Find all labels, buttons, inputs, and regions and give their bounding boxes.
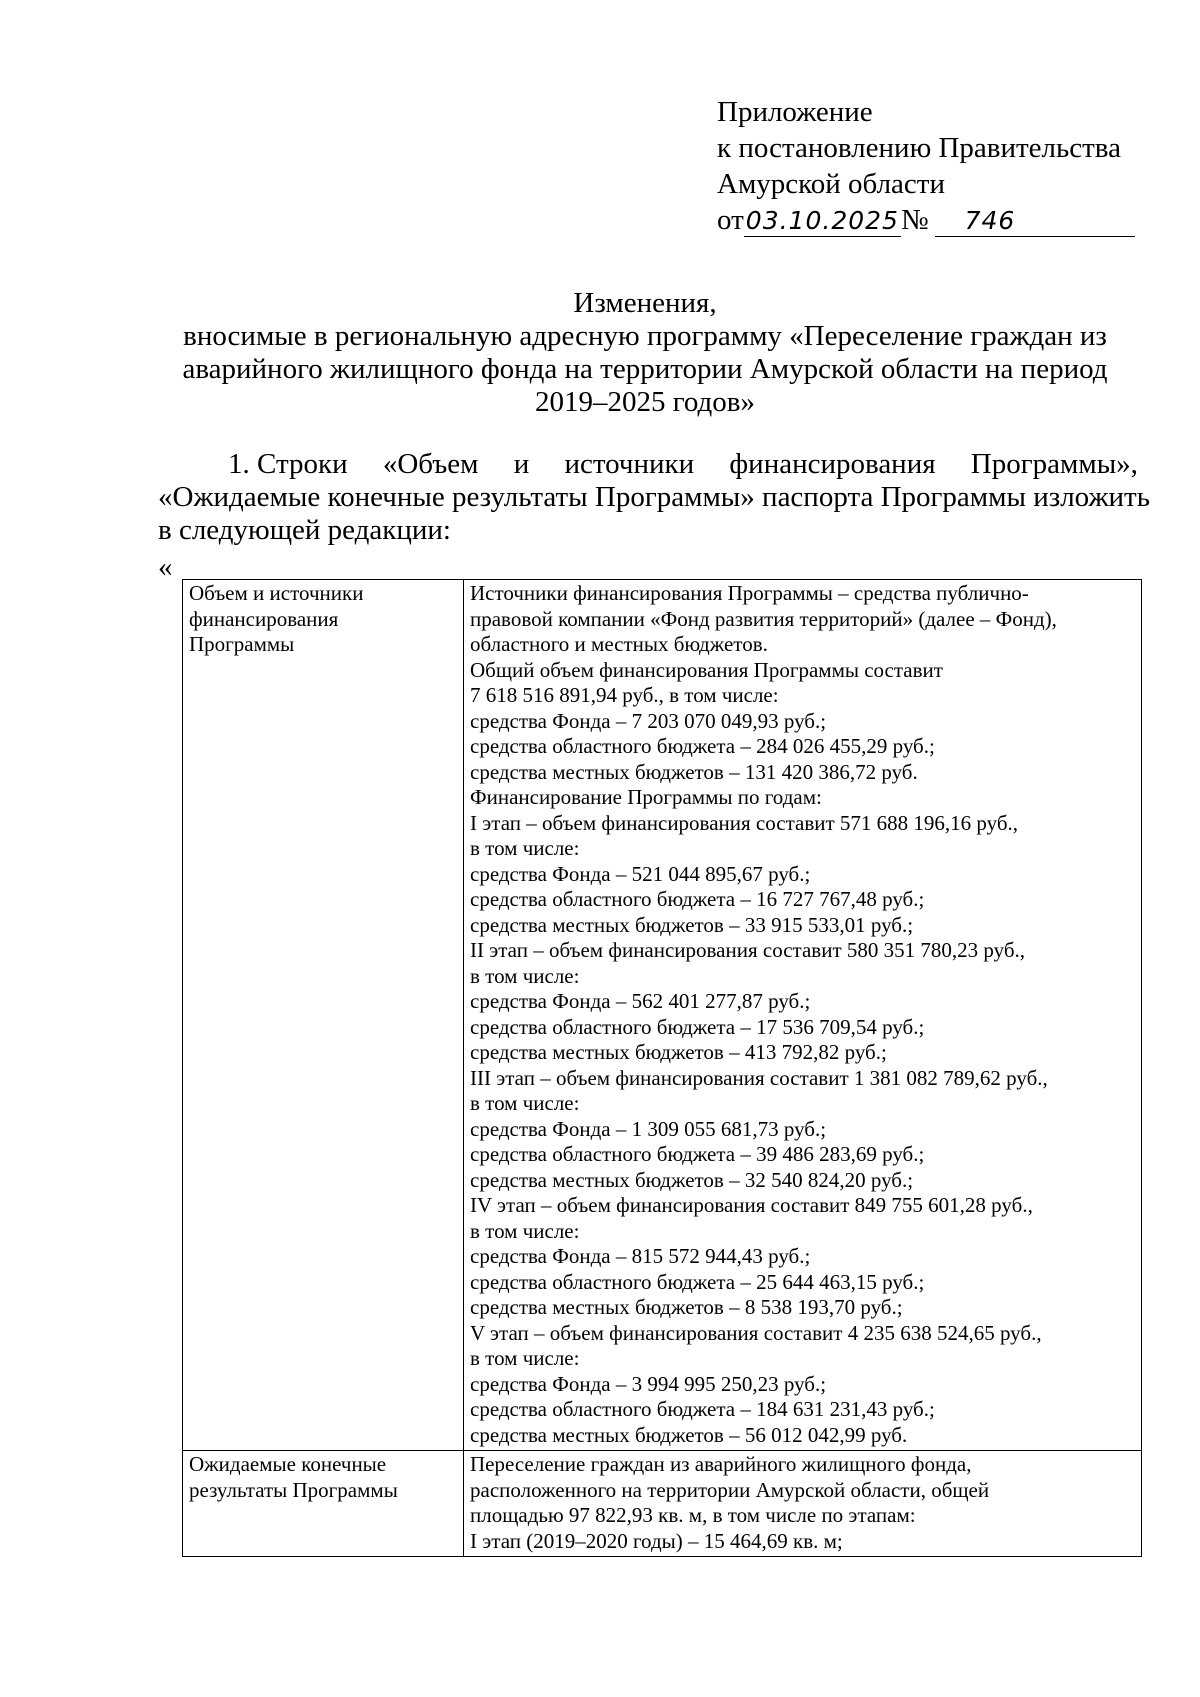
handwritten-number: 746 bbox=[935, 206, 1135, 237]
paragraph-word: и bbox=[513, 448, 530, 480]
opening-quote: « bbox=[158, 551, 173, 583]
funding-text-line: Общий объем финансирования Программы составит bbox=[470, 657, 943, 682]
funding-content-cell bbox=[464, 580, 1142, 1451]
funding-label-line: Объем и источники bbox=[189, 581, 364, 605]
funding-text-line: средства Фонда – 3 994 995 250,23 руб.; bbox=[470, 1371, 827, 1396]
attachment-header bbox=[717, 94, 1135, 238]
funding-text-line: Финансирование Программы по годам: bbox=[470, 785, 822, 809]
results-text-line: расположенного на территории Амурской области, общей bbox=[470, 1477, 990, 1502]
funding-text-line: I этап – объем финансирования составит 571 688 196,16 руб., bbox=[470, 810, 1019, 835]
results-text-line: I этап (2019–2020 годы) – 15 464,69 кв. м; bbox=[470, 1528, 843, 1553]
funding-text-line: областного и местных бюджетов. bbox=[470, 632, 768, 656]
funding-text-line: средства областного бюджета – 284 026 455,29 руб.; bbox=[470, 734, 935, 758]
number-sign: № bbox=[900, 204, 929, 236]
paragraph-word: финансирования bbox=[729, 448, 936, 480]
results-label-line: Ожидаемые конечные bbox=[189, 1452, 387, 1476]
funding-text-line: средства местных бюджетов – 33 915 533,01 руб.; bbox=[470, 912, 914, 937]
title-line-2: вносимые в региональную адресную программу «Переселение граждан из bbox=[183, 320, 1107, 352]
funding-text-line: средства местных бюджетов – 131 420 386,72 руб. bbox=[470, 759, 918, 784]
funding-label-line: финансирования bbox=[189, 606, 339, 631]
paragraph-word: Программы», bbox=[970, 448, 1138, 480]
results-text-line: площадью 97 822,93 кв. м, в том числе по этапам: bbox=[470, 1503, 916, 1527]
table-row bbox=[183, 1451, 1142, 1557]
program-passport-table bbox=[182, 579, 1142, 1557]
paragraph-line-1 bbox=[158, 448, 1138, 481]
funding-text-line: IV этап – объем финансирования составит 849 755 601,28 руб., bbox=[470, 1193, 1033, 1217]
funding-text-line: средства местных бюджетов – 8 538 193,70 руб.; bbox=[470, 1295, 903, 1319]
funding-label-line: Программы bbox=[189, 632, 295, 656]
results-text-line: Переселение граждан из аварийного жилищного фонда, bbox=[470, 1452, 972, 1476]
results-content-cell bbox=[464, 1451, 1142, 1557]
document-title bbox=[150, 287, 1140, 419]
title-line-4: 2019–2025 годов» bbox=[534, 386, 756, 418]
funding-text-line: средства областного бюджета – 16 727 767,48 руб.; bbox=[470, 887, 925, 911]
funding-text-line: средства Фонда – 562 401 277,87 руб.; bbox=[470, 989, 811, 1013]
paragraph-word: «Объем bbox=[382, 448, 479, 480]
body-paragraph bbox=[158, 448, 1150, 547]
date-number-line bbox=[717, 202, 1135, 238]
funding-text-line: в том числе: bbox=[470, 1218, 580, 1243]
funding-text-line: III этап – объем финансирования составит 1 381 082 789,62 руб., bbox=[470, 1065, 1048, 1090]
attachment-line-1: Приложение bbox=[717, 96, 873, 128]
funding-text-line: средства местных бюджетов – 32 540 824,20 руб.; bbox=[470, 1167, 914, 1192]
funding-text-line: средства Фонда – 521 044 895,67 руб.; bbox=[470, 861, 811, 886]
funding-text-line: средства областного бюджета – 17 536 709,54 руб.; bbox=[470, 1014, 925, 1039]
funding-text-line: средства местных бюджетов – 413 792,82 руб.; bbox=[470, 1040, 887, 1064]
funding-text-line: II этап – объем финансирования составит 580 351 780,23 руб., bbox=[470, 938, 1026, 962]
funding-text-line: средства Фонда – 815 572 944,43 руб.; bbox=[470, 1244, 811, 1268]
paragraph-line-2: «Ожидаемые конечные результаты Программы» паспорта Программы изложить bbox=[158, 481, 1150, 513]
attachment-line-2: к постановлению Правительства bbox=[717, 132, 1121, 164]
paragraph-word: 1. Строки bbox=[228, 448, 348, 480]
funding-text-line: правовой компании «Фонд развития территорий» (далее – Фонд), bbox=[470, 606, 1057, 631]
title-line-3: аварийного жилищного фонда на территории Амурской области на период bbox=[182, 353, 1108, 385]
results-label-line: результаты Программы bbox=[189, 1477, 398, 1502]
funding-text-line: Источники финансирования Программы – средства публично- bbox=[470, 581, 1029, 605]
funding-text-line: 7 618 516 891,94 руб., в том числе: bbox=[470, 683, 779, 707]
table-row bbox=[183, 580, 1142, 1451]
funding-text-line: средства областного бюджета – 25 644 463,15 руб.; bbox=[470, 1269, 925, 1294]
handwritten-date: 03.10.2025 bbox=[745, 206, 899, 235]
funding-text-line: средства местных бюджетов – 56 012 042,99 руб. bbox=[470, 1422, 908, 1447]
funding-text-line: в том числе: bbox=[470, 836, 580, 860]
funding-label-cell bbox=[183, 580, 464, 1451]
paragraph-line-3: в следующей редакции: bbox=[158, 514, 451, 546]
funding-text-line: в том числе: bbox=[470, 963, 580, 988]
funding-text-line: средства областного бюджета – 39 486 283,69 руб.; bbox=[470, 1142, 925, 1166]
funding-text-line: средства Фонда – 7 203 070 049,93 руб.; bbox=[470, 708, 827, 733]
funding-text-line: V этап – объем финансирования составит 4 235 638 524,65 руб., bbox=[470, 1320, 1042, 1345]
title-line-1: Изменения, bbox=[573, 287, 717, 319]
date-prefix: от bbox=[717, 204, 744, 236]
funding-text-line: в том числе: bbox=[470, 1091, 580, 1115]
results-label-cell bbox=[183, 1451, 464, 1557]
attachment-line-3: Амурской области bbox=[717, 168, 945, 200]
funding-text-line: средства Фонда – 1 309 055 681,73 руб.; bbox=[470, 1116, 827, 1141]
funding-text-line: средства областного бюджета – 184 631 231,43 руб.; bbox=[470, 1397, 935, 1421]
funding-text-line: в том числе: bbox=[470, 1346, 580, 1370]
paragraph-word: источники bbox=[564, 448, 695, 480]
